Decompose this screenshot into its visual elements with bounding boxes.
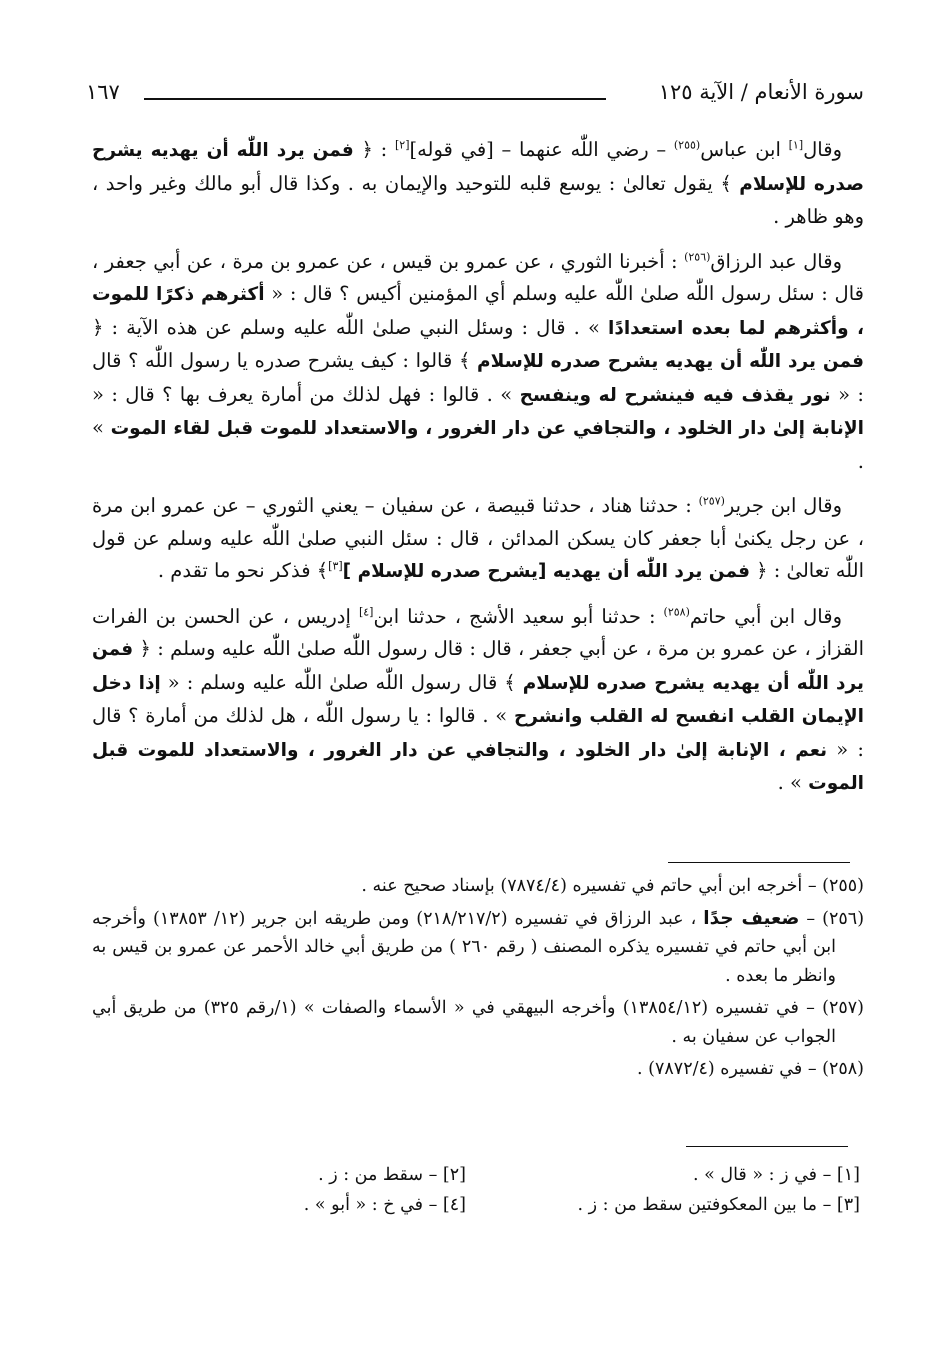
text-run: : حدثنا هناد ، حدثنا قبيصة ، عن سفيان – يعني الثوري – عن عمرو ابن مرة ، عن رجل يكنىٰ أبا جعفر كان يسكن المدائن ، قال : سئل النبي صلىٰ اللّٰه عليه وسلم عن قول اللّٰه تعالىٰ : ﴿ [92,494,864,582]
text-run: : أخبرنا الثوري ، عن عمرو بن قيس ، عن عمرو بن مرة ، عن أبي جعفر ، قال : سئل رسول اللّٰه صلىٰ اللّٰه عليه وسلم أي المؤمنين أكيس ؟ قال : « [92,249,864,305]
paragraph [92,134,864,234]
reference-marker: [٢] [394,138,410,152]
variant-note: [١] – في ز : « قال » . [692,1165,860,1185]
text-run: ﴾ قال رسول اللّٰه صلىٰ اللّٰه عليه وسلم : « [160,670,523,694]
reference-marker: (٢٥٦) [684,250,711,263]
footnote [92,994,864,1051]
page-header [86,78,864,114]
reference-marker: [٣] [328,559,343,573]
reference-marker: (٢٥٧) [698,494,725,508]
text-run: وقال [803,138,842,161]
text-run: : حدثنا أبو سعيد الأشج ، حدثنا ابن [373,604,664,628]
text-run: إدريس ، عن الحسن بن الفرات القزاز ، عن عمرو بن مرة ، عن أبي جعفر ، قال : قال رسول اللّٰه صلىٰ اللّٰه عليه وسلم : ﴿ [92,604,864,660]
quoted-text: ضعيف جدًا [703,907,800,929]
text-run: (٢٥٥) – أخرجه ابن أبي حاتم في تفسيره (٧٨٧٤/٤) بإسناد صحيح عنه . [361,876,864,896]
reference-marker: [١] [788,138,804,152]
variant-note: [٣] – ما بين المعكوفتين سقط من : ز . [577,1195,860,1215]
quoted-text: نعم ، الإنابة إلىٰ دار الخلود ، والتجافي عن دار الغرور ، والاستعداد للموت قبل الموت [92,739,864,794]
footnote [92,1055,864,1084]
quoted-text: إذا دخل الإيمان القلب انفسح له القلب وانشرح [92,672,864,727]
manuscript-variants [92,1160,864,1220]
reference-marker: (٢٥٥) [673,138,701,152]
variants-rule [686,1146,848,1147]
text-run: ابن عباس [700,138,789,161]
footnote [92,905,864,991]
text-run: وقال ابن أبي حاتم [689,604,842,628]
text-run: » . قالوا : فهل لذلك من أمارة يعرف بها ؟ قال : « [92,382,520,406]
text-run: » . [777,771,809,794]
text-run: ﴾ فذكر نحو ما تقدم . [157,559,329,582]
quoted-text: فمن يرد اللّٰه أن يهديه [يشرح صدره للإسلام ] [342,561,750,582]
text-run: » . قالوا : يا رسول اللّٰه ، هل لذلك من أمارة ؟ قال : « [92,704,864,761]
text-run: » . [92,416,864,473]
page-number: ١٦٧ [86,80,120,104]
header-rule [144,98,606,100]
text-run: (٢٥٦) – [799,908,865,929]
text-run: : ﴿ [353,138,395,161]
quoted-text: فمن يرد اللّٰه أن يهديه يشرح صدره للإسلام [92,639,864,694]
variant-note: [٤] – في خ : « أبو » . [303,1195,466,1215]
footnotes [92,872,864,1088]
text-run: ، عبد الرزاق في تفسيره (٢١٨/٢١٧/٢) ومن طريقه ابن جرير (١٢/ ١٣٨٥٣) وأخرجه ابن أبي حاتم في تفسيره يذكره المصنف ( رقم ٢٦٠ ) من طريق أبي خالد الأحمر عن عمرو بن قيس به وانظر ما بعده . [92,908,836,986]
paragraph [92,601,864,801]
quoted-text: فمن يرد اللّٰه أن يهديه يشرح صدره للإسلام [477,351,864,372]
text-run: » . قال : وسئل النبي صلىٰ اللّٰه عليه وسلم عن هذه الآية : ﴿ [92,315,608,339]
reference-marker: (٢٥٨) [663,605,690,618]
text-run: – رضي اللّٰه عنهما – [في قوله] [409,138,674,161]
reference-marker: [٤] [358,605,374,618]
text-run: وقال عبد الرزاق [710,249,842,273]
variant-note: [٢] – سقط من : ز . [318,1165,466,1185]
paragraph [92,246,864,479]
quoted-text: نور يقذف فيه فينشرح له وينفسح [519,384,831,406]
text-run: وقال ابن جرير [724,494,843,517]
surah-verse-title: سورة الأنعام / الآية ١٢٥ [658,80,864,104]
paragraph [92,490,864,589]
footnote [92,872,864,901]
text-run: ﴾ يقول تعالىٰ : يوسع قلبه للتوحيد والإيمان به . وكذا قال أبو مالك وغير واحد ، وهو ظاهر . [92,171,864,228]
footnote-rule [668,862,850,863]
quoted-text: أكثرهم ذكرًا للموت ، وأكثرهم لما بعده استعدادًا [92,284,864,339]
text-run: (٢٥٨) – في تفسيره (٧٨٧٢/٤) . [637,1059,864,1079]
quoted-text: فمن يرد اللّٰه أن يهديه يشرح صدره للإسلام [92,140,864,195]
quoted-text: الإنابة إلىٰ دار الخلود ، والتجافي عن دار الغرور ، والاستعداد للموت قبل لقاء الموت [110,418,864,439]
main-text [92,134,864,813]
text-run: (٢٥٧) – في تفسيره (١٣٨٥٤/١٢) وأخرجه البيهقي في « الأسماء والصفات » (١/رقم ٣٢٥) من طريق أبي الجواب عن سفيان به . [92,998,864,1047]
text-run: ﴾ قالوا : كيف يشرح صدره يا رسول اللّٰه ؟ قال : « [92,349,864,406]
